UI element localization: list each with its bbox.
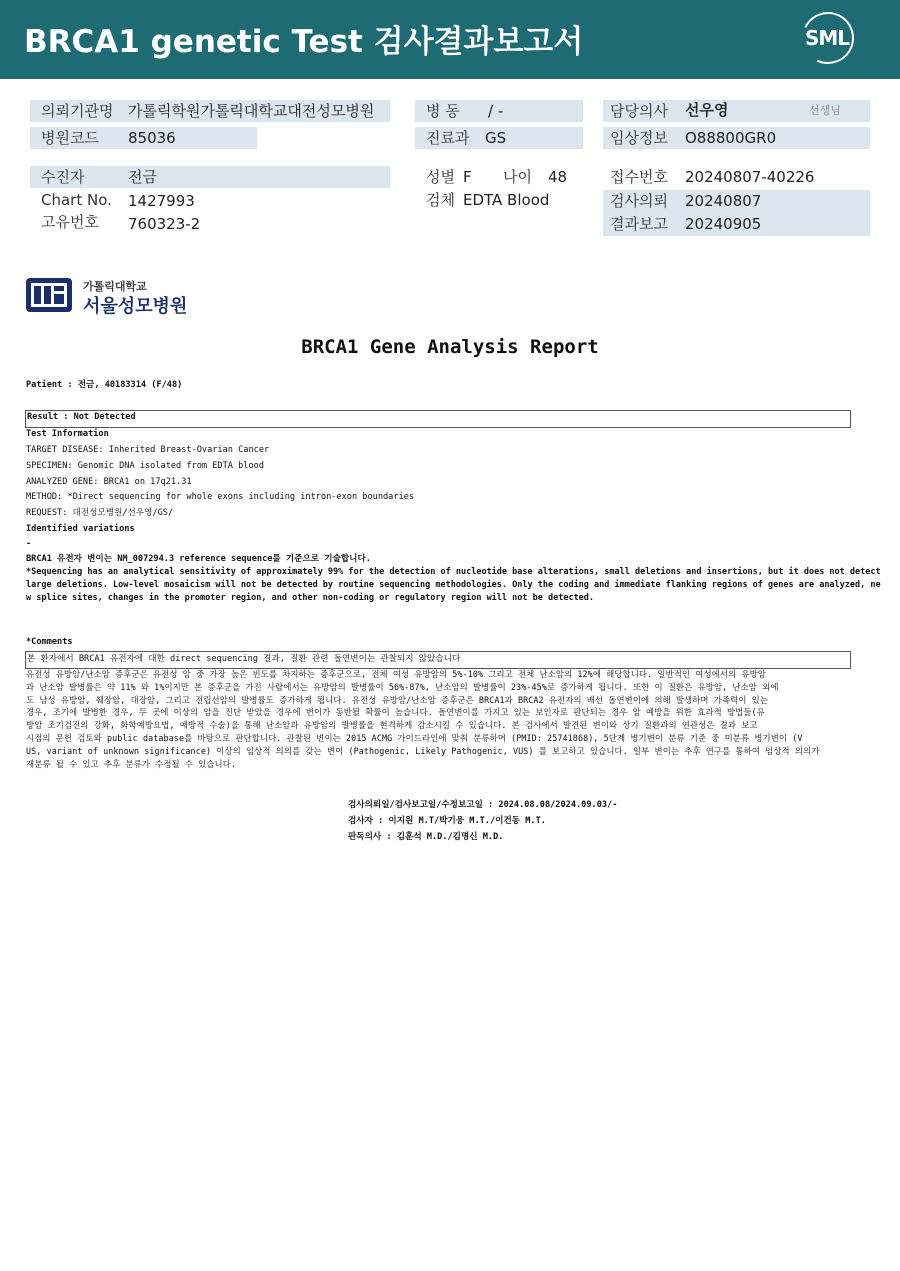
sign-dates: 검사의뢰일/검사보고일/수정보고일 : 2024.08.08/2024.09.03/-: [348, 800, 618, 810]
sequencing-line: large deletions. Low-level mosaicism will not be detected by routine sequencing methodologies. Only the coding and immediate flanking regions of genes are analyzed, ne: [26, 579, 881, 590]
institution-value: 가톨릭학원가톨릭대학교대전성모병원: [128, 102, 375, 120]
hospital-code-value: 85036: [128, 129, 176, 147]
sign-doctors: 판독의사 : 김훈석 M.D./김명신 M.D.: [348, 832, 504, 842]
institution-label: 의뢰기관명: [41, 102, 114, 120]
target-disease: TARGET DISEASE: Inherited Breast-Ovarian Cancer: [26, 445, 270, 455]
specimen-label: 검체: [426, 191, 455, 209]
comments-paragraph: [26, 668, 819, 770]
id-value: 760323-2: [128, 215, 201, 233]
specimen-value: EDTA Blood: [463, 191, 550, 209]
sex-label: 성별: [426, 168, 455, 186]
receipt-label: 접수번호: [610, 168, 668, 186]
reference-line: BRCA1 유전자 변이는 NM_007294.3 reference sequence를 기준으로 기술합니다.: [26, 554, 371, 564]
comment-line: 도 남성 유방암, 췌장암, 대장암, 그리고 전립선암의 발병률도 증가하게 됩니다. 유전성 유방암/난소암 증후군은 BRCA1과 BRCA2 유전자의 배선 돌연변이에 의해 발생하며 가족력이 있는: [26, 694, 769, 705]
hospital-university: 가톨릭대학교: [83, 280, 147, 293]
hospital-code-label: 병원코드: [41, 129, 99, 147]
report-title: BRCA1 Gene Analysis Report: [301, 336, 599, 358]
age-value: 48: [548, 168, 568, 186]
doctor-value: 선우영: [685, 101, 729, 119]
chart-label: Chart No.: [41, 191, 112, 209]
patient-label: 수진자: [41, 168, 85, 186]
sequencing-line: w splice sites, changes in the promoter region, and other non-coding or regulatory region will not be detected.: [26, 592, 595, 603]
result-value: 20240905: [685, 215, 762, 233]
chart-value: 1427993: [128, 192, 195, 210]
sml-logo-text: SML: [805, 26, 850, 50]
patient-value: 전금: [128, 168, 157, 186]
dept-value: GS: [485, 129, 507, 147]
request-label: 검사의뢰: [610, 192, 668, 210]
report-header: [0, 0, 900, 79]
sequencing-paragraph: [26, 566, 881, 604]
id-label: 고유번호: [41, 213, 99, 231]
ward-label: 병 동: [426, 102, 460, 120]
comment-line: 방암 조기검진의 강화, 화학예방요법, 예방적 수술)을 통해 난소암과 유방암의 발병률을 현격하게 감소시킬 수 있습니다. 본 검사에서 발견된 변이와 상기 질환과의 연관성은 결과 보고: [26, 720, 758, 731]
comment-line: US, variant of unknown significance) 이상의 임상적 의의를 갖는 변이 (Pathogenic, Likely Pathogenic, VUS) 를 보고하고 있습니다. 일부 변이는 추후 연구를 통하여 임상적 의의가: [26, 745, 820, 756]
hospital-name: 서울성모병원: [83, 296, 188, 317]
patient-line: Patient : 전금, 40183314 (F/48): [26, 380, 183, 390]
clinical-label: 임상정보: [610, 129, 668, 147]
hospital-emblem-icon: [25, 277, 73, 313]
doctor-suffix: 선생님: [809, 104, 841, 117]
comments-heading: *Comments: [26, 637, 73, 647]
comment-line: 시점의 문헌 검토와 public database를 바탕으로 판단합니다. 관찰된 변이는 2015 ACMG 가이드라인에 맞춰 분류하며 (PMID: 25741868), 5단계 병기변이 분류 기준 중 미분류 병기변이 (V: [26, 732, 803, 743]
variations-heading: Identified variations: [26, 524, 135, 534]
result-box: [25, 410, 851, 428]
test-info-heading: Test Information: [26, 429, 109, 439]
clinical-value: O88800GR0: [685, 129, 777, 147]
receipt-value: 20240807-40226: [685, 168, 815, 186]
header-title: BRCA1 genetic Test 검사결과보고서: [24, 24, 584, 60]
result-text: Result : Not Detected: [27, 412, 136, 422]
dept-label: 진료과: [426, 129, 470, 147]
doctor-label: 담당의사: [610, 102, 668, 120]
request-line: REQUEST: 대전성모병원/선우영/GS/: [26, 508, 174, 518]
sign-testers: 검사자 : 이지원 M.T/박기웅 M.T./이건동 M.T.: [348, 816, 546, 826]
sml-logo: [802, 12, 854, 64]
result-label: 결과보고: [610, 215, 668, 233]
method-line: METHOD: *Direct sequencing for whole exons including intron-exon boundaries: [26, 492, 415, 502]
request-value: 20240807: [685, 192, 762, 210]
age-label: 나이: [503, 168, 532, 186]
analyzed-gene: ANALYZED GENE: BRCA1 on 17q21.31: [26, 477, 192, 487]
comment-line: 과 난소암 발병률은 약 11% 와 1%이지만 본 증후군을 가진 사람에서는 유방암의 발병률이 56%-87%, 난소암의 발병률이 23%-45%로 증가하게 됩니다. 또한 이 질환은 유방암, 난소암 외에: [26, 681, 779, 692]
comment-box-text: 본 환자에서 BRCA1 유전자에 대한 direct sequencing 결과, 질환 관련 돌연변이는 관찰되지 않았습니다: [27, 654, 461, 664]
specimen-line: SPECIMEN: Genomic DNA isolated from EDTA blood: [26, 461, 264, 471]
sex-value: F: [463, 168, 472, 186]
ward-value: / -: [488, 102, 504, 120]
sequencing-line: *Sequencing has an analytical sensitivity of approximately 99% for the detection of nucleotide base alterations, small deletions and insertions, but it does not detect: [26, 567, 881, 577]
comment-line: 재분류 될 수 있고 추후 분류가 수정될 수 있습니다.: [26, 758, 237, 769]
comment-line: 경우, 조기에 발병한 경우, 두 곳에 이상의 암을 진단 받았을 경우에 변이가 동반될 확률이 높습니다. 돌연변이를 가지고 있는 보인자로 판단되는 경우 암 예방을 위한 효과적 방법들(유: [26, 707, 765, 718]
variations-value: -: [26, 539, 32, 549]
comment-line: 유전성 유방암/난소암 증후군은 유전성 암 중 가장 높은 빈도를 차지하는 증후군으로, 전체 여성 유방암의 5%-10% 그리고 전체 난소암의 12%에 해당합니다. 일반적인 여성에서의 유방암: [26, 669, 766, 679]
